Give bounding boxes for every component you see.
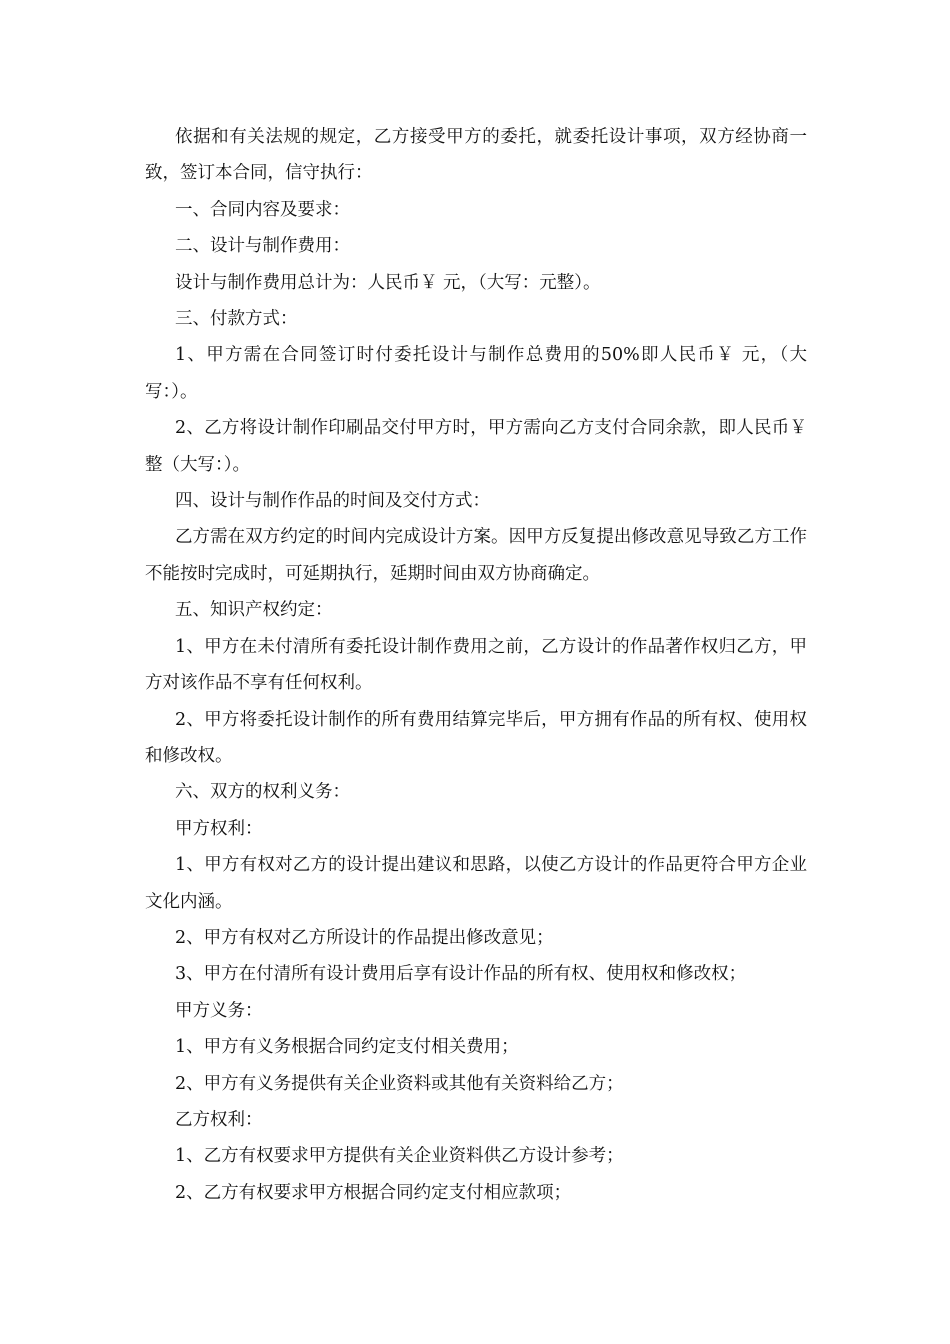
party-b-right-1: 1、乙方有权要求甲方提供有关企业资料供乙方设计参考；: [175, 1146, 624, 1167]
payment-clause-1: 1、甲方需在合同签订时付委托设计与制作总费用的50%即人民币￥ 元，（大写：）。: [145, 345, 807, 402]
ip-clause-2: 2、甲方将委托设计制作的所有费用结算完毕后，甲方拥有作品的所有权、使用权和修改权。: [145, 709, 807, 766]
ip-clause-1: 1、甲方在未付清所有委托设计制作费用之前，乙方设计的作品著作权归乙方，甲方对该作品不享有任何权利。: [145, 636, 807, 694]
section-heading-payment: 三、付款方式：: [175, 309, 298, 330]
party-a-right-1: 1、甲方有权对乙方的设计提出建议和思路，以使乙方设计的作品更符合甲方企业文化内涵。: [145, 855, 807, 912]
section-heading-ip: 五、知识产权约定：: [175, 600, 333, 621]
party-a-obligation-1: 1、甲方有义务根据合同约定支付相关费用；: [175, 1037, 519, 1058]
subheading-party-a-rights: 甲方权利：: [175, 818, 263, 839]
contract-body: [145, 119, 807, 1211]
party-b-right-2: 2、乙方有权要求甲方根据合同约定支付相应款项；: [175, 1182, 572, 1203]
intro-paragraph: 依据和有关法规的规定，乙方接受甲方的委托，就委托设计事项，双方经协商一致，签订本合同，信守执行：: [145, 127, 807, 184]
design-fee-total: 设计与制作费用总计为：人民币￥ 元，（大写：元整）。: [175, 272, 601, 293]
section-heading-delivery: 四、设计与制作作品的时间及交付方式：: [175, 491, 490, 512]
subheading-party-a-obligations: 甲方义务：: [175, 1000, 263, 1021]
subheading-party-b-rights: 乙方权利：: [175, 1109, 263, 1130]
delivery-clause: 乙方需在双方约定的时间内完成设计方案。因甲方反复提出修改意见导致乙方工作不能按时完成时，可延期执行，延期时间由双方协商确定。: [145, 527, 807, 584]
section-heading-contract-content: 一、合同内容及要求：: [175, 199, 350, 220]
section-heading-design-fee: 二、设计与制作费用：: [175, 236, 350, 257]
party-a-right-2: 2、甲方有权对乙方所设计的作品提出修改意见；: [175, 927, 554, 948]
party-a-right-3: 3、甲方在付清所有设计费用后享有设计作品的所有权、使用权和修改权；: [175, 964, 747, 985]
section-heading-rights-obligations: 六、双方的权利义务：: [175, 782, 350, 803]
payment-clause-2: 2、乙方将设计制作印刷品交付甲方时，甲方需向乙方支付合同余款，即人民币￥ 整（大写：）。: [145, 418, 807, 475]
party-a-obligation-2: 2、甲方有义务提供有关企业资料或其他有关资料给乙方；: [175, 1073, 624, 1094]
